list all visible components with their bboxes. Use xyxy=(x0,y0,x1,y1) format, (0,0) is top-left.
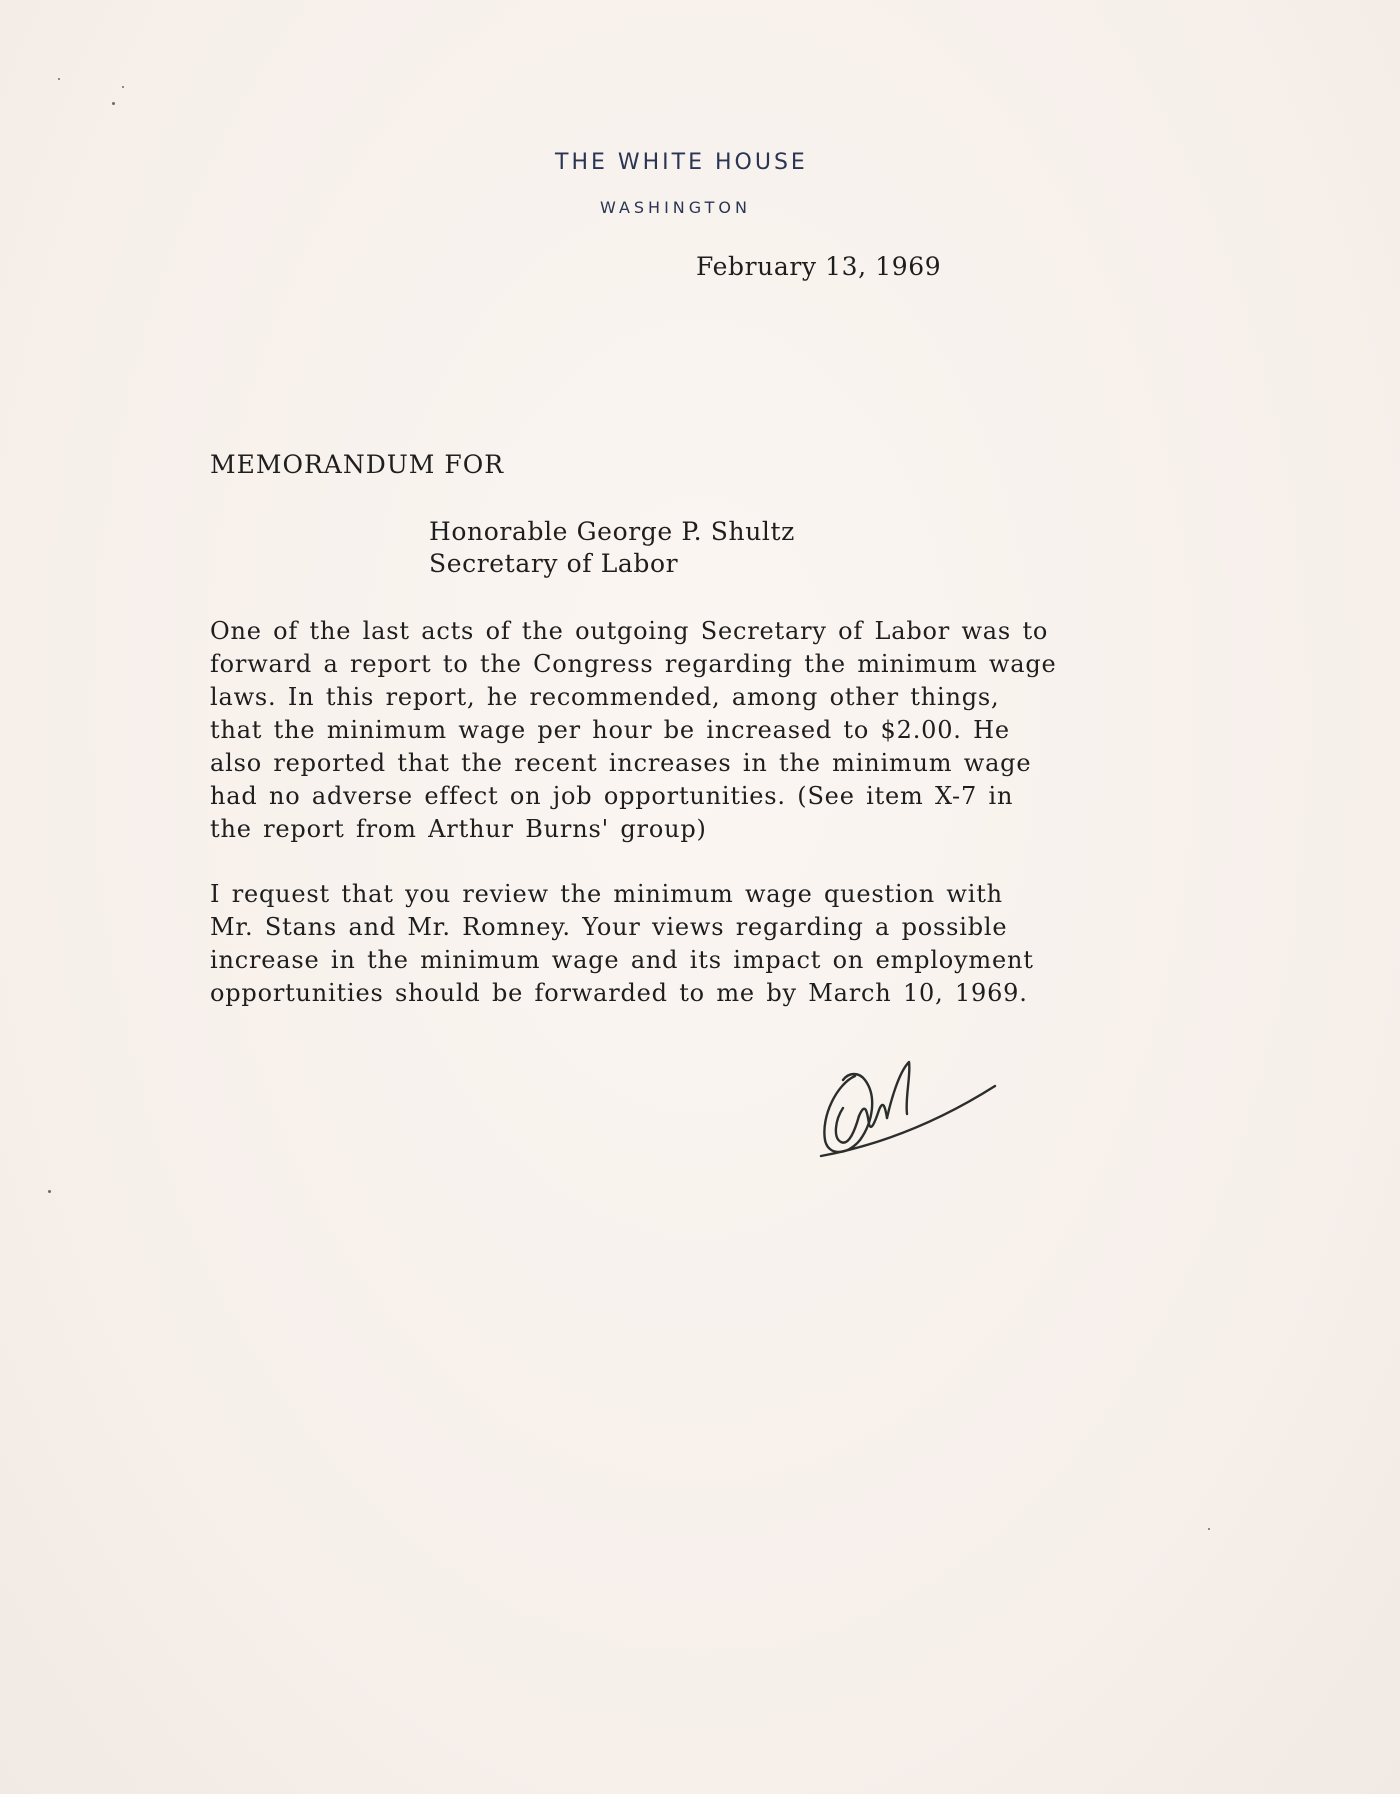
letterhead-city: WASHINGTON xyxy=(600,198,751,217)
paper-speck xyxy=(112,102,115,105)
addressee-name: Honorable George P. Shultz xyxy=(429,517,795,546)
addressee-title: Secretary of Labor xyxy=(429,549,679,578)
memo-date: February 13, 1969 xyxy=(696,252,942,281)
paragraph-line: forward a report to the Congress regarding the minimum wage xyxy=(210,650,1057,678)
memo-addressee xyxy=(429,516,795,580)
paragraph-line: increase in the minimum wage and its impact on employment xyxy=(210,946,1034,974)
paper-speck xyxy=(58,78,60,80)
paragraph-line: I request that you review the minimum wage question with xyxy=(210,880,1003,908)
memo-paragraph-2 xyxy=(210,878,1210,1010)
memo-heading: MEMORANDUM FOR xyxy=(210,450,505,479)
paragraph-line: laws. In this report, he recommended, among other things, xyxy=(210,683,1000,711)
paper-speck xyxy=(48,1190,51,1193)
memo-paragraph-1 xyxy=(210,615,1210,846)
paragraph-line: had no adverse effect on job opportunities. (See item X-7 in xyxy=(210,782,1014,810)
paragraph-line: also reported that the recent increases in the minimum wage xyxy=(210,749,1032,777)
paragraph-line: opportunities should be forwarded to me by March 10, 1969. xyxy=(210,979,1028,1007)
paper-speck xyxy=(1208,1528,1210,1530)
paragraph-line: Mr. Stans and Mr. Romney. Your views regarding a possible xyxy=(210,913,1008,941)
paragraph-line: the report from Arthur Burns' group) xyxy=(210,815,707,843)
paragraph-line: One of the last acts of the outgoing Secretary of Labor was to xyxy=(210,617,1049,645)
signature-icon xyxy=(815,1050,1005,1165)
paper-speck xyxy=(122,86,124,88)
letterhead-title: THE WHITE HOUSE xyxy=(555,150,808,175)
paragraph-line: that the minimum wage per hour be increased to $2.00. He xyxy=(210,716,1010,744)
